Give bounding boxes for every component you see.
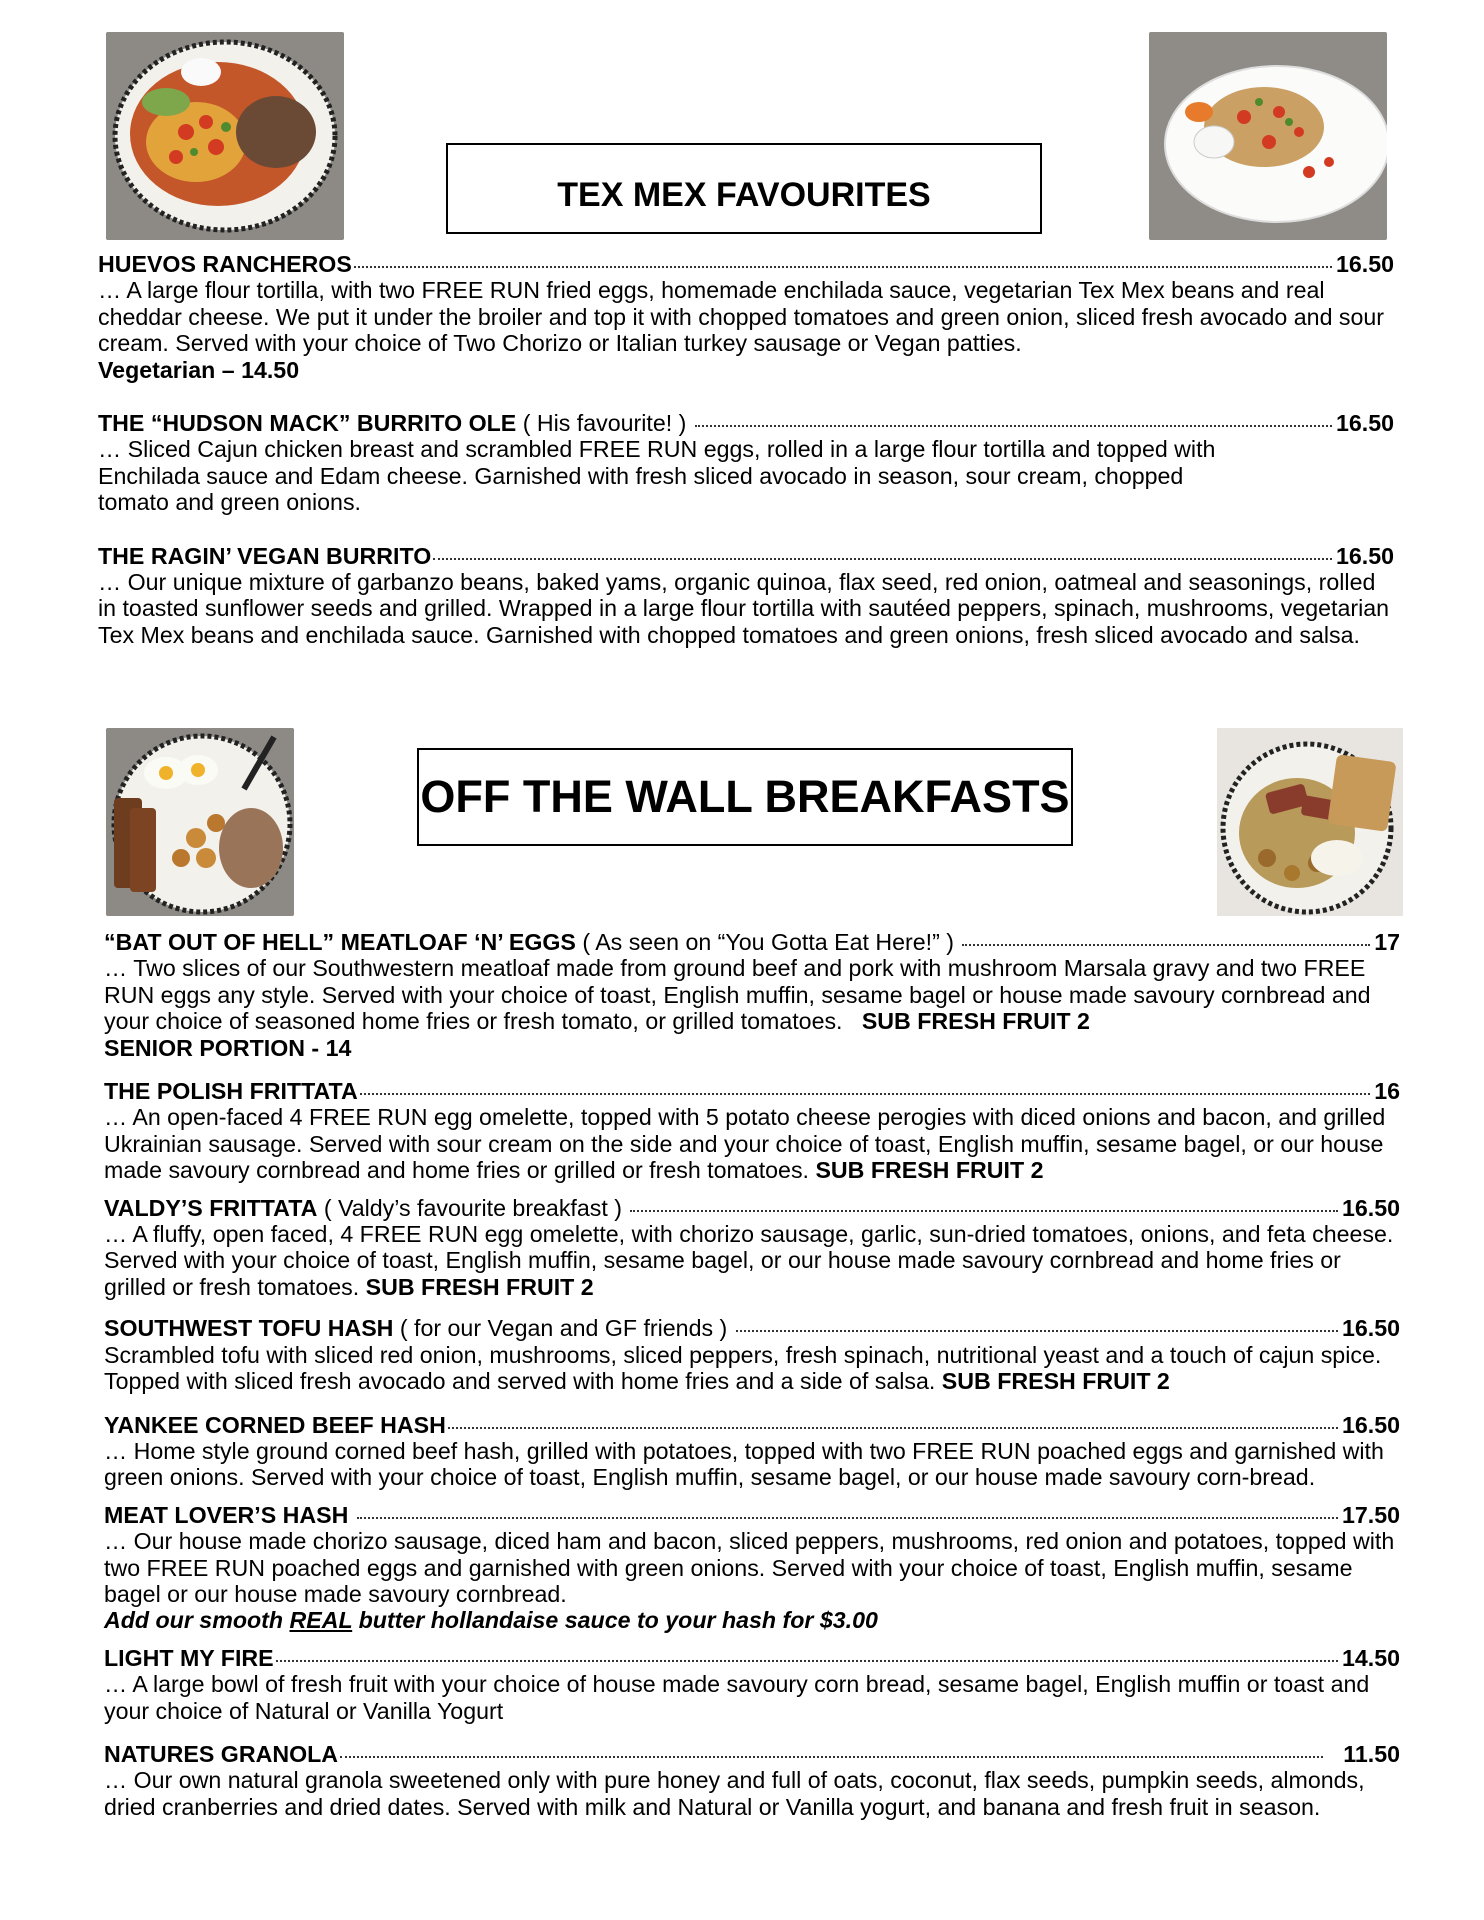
item-name: MEAT LOVER’S HASH [104, 1501, 349, 1528]
breakfast-items [104, 928, 1400, 1820]
item-name: VALDY’S FRITTATA [104, 1194, 318, 1221]
menu-item-light-my-fire [104, 1644, 1400, 1724]
item-description: … A large bowl of fresh fruit with your choice of house made savoury corn bread, sesame bagel, English muffin or toast and your choice of Natural or Vanilla Yogurt [104, 1671, 1370, 1724]
item-description: … Our house made chorizo sausage, diced ham and bacon, sliced peppers, mushrooms, red onion and potatoes, topped with two FREE RUN poached eggs and garnished with green onions. Served with your choice of toast, English muffin, sesame bagel or our house made savoury cornbread. [104, 1528, 1395, 1607]
item-name: SOUTHWEST TOFU HASH [104, 1315, 394, 1342]
item-name: THE “HUDSON MACK” BURRITO OLE [98, 410, 517, 437]
item-price: 16.50 [1335, 410, 1394, 437]
item-header [104, 1194, 1400, 1221]
item-extra: SENIOR PORTION - 14 [104, 1034, 352, 1061]
tex-mex-title: TEX MEX FAVOURITES [446, 143, 1042, 234]
item-description: … A large flour tortilla, with two FREE RUN fried eggs, homemade enchilada sauce, vegetarian Tex Mex beans and real cheddar cheese. We put it under the broiler and top it with chopped tomatoes and green onion, sliced fresh avocado and sour cream. Served with your choice of Two Chorizo or Italian turkey sausage or Vegan patties. [98, 277, 1385, 357]
item-note: ( Valdy’s favourite breakfast ) [317, 1194, 629, 1221]
item-header [104, 1411, 1400, 1438]
item-name: YANKEE CORNED BEEF HASH [104, 1411, 446, 1438]
item-description: … Two slices of our Southwestern meatloaf made from ground beef and pork with mushroom Marsala gravy and two FREE RUN eggs any style. Served with your choice of toast, English muffin, sesame bagel or house made savoury cornbread and your choice of seasoned home fries or fresh tomato, or grilled tomatoes. SUB FRESH FRUIT 2 [104, 955, 1377, 1035]
dot-leader [962, 924, 1370, 946]
dot-leader [357, 1497, 1338, 1519]
item-header [104, 1501, 1400, 1528]
menu-item-polish-frittata [104, 1077, 1400, 1184]
item-price: 14.50 [1341, 1644, 1400, 1671]
dot-leader [695, 405, 1332, 427]
huevos-rancheros-photo [106, 32, 344, 240]
item-description: … An open-faced 4 FREE RUN egg omelette, topped with 5 potato cheese perogies with diced onions and bacon, and grilled Ukrainian sausage. Served with sour cream on the side and your choice of toast, English muffin, sesame bagel, or our house made savoury cornbread and home fries or grilled or fresh tomatoes. SUB FRESH FRUIT 2 [104, 1104, 1386, 1184]
dot-leader [448, 1407, 1338, 1429]
sub-fresh-fruit: SUB FRESH FRUIT 2 [365, 1273, 594, 1300]
item-header [104, 1740, 1400, 1767]
item-header [104, 1314, 1400, 1341]
item-price: 16.50 [1341, 1315, 1400, 1342]
dot-leader [433, 538, 1332, 560]
item-description: Scrambled tofu with sliced red onion, mushrooms, sliced peppers, fresh spinach, nutritional yeast and a touch of cajun spice. Topped with sliced fresh avocado and served with home fries and a side of salsa. SUB FRESH FRUIT 2 [104, 1341, 1382, 1395]
item-description: … Home style ground corned beef hash, grilled with potatoes, topped with two FREE RUN poached eggs and garnished with green onions. Served with your choice of toast, English muffin, sesame bagel, or our house made savoury corn-bread. [104, 1437, 1384, 1491]
item-extra: Vegetarian – 14.50 [98, 356, 300, 383]
item-name: THE POLISH FRITTATA [104, 1078, 358, 1105]
item-header [98, 250, 1394, 277]
tex-mex-items [98, 250, 1394, 648]
menu-item-natures-granola [104, 1740, 1400, 1820]
dot-leader [276, 1640, 1338, 1662]
dot-leader [736, 1310, 1338, 1332]
dot-leader [340, 1736, 1323, 1758]
item-price: 16.50 [1335, 251, 1394, 277]
menu-item-ragin-vegan-burrito [98, 542, 1394, 649]
menu-item-bat-out-of-hell [104, 928, 1400, 1061]
item-header [104, 928, 1400, 955]
item-price: 17 [1374, 929, 1400, 955]
item-name: LIGHT MY FIRE [104, 1644, 274, 1671]
item-price: 16.50 [1335, 542, 1394, 569]
item-name: “BAT OUT OF HELL” MEATLOAF ‘N’ EGGS [104, 929, 576, 955]
item-description: … Sliced Cajun chicken breast and scrambled FREE RUN eggs, rolled in a large flour tortilla and topped with Enchilada sauce and Edam cheese. Garnished with fresh sliced avocado in season, sour cream, chopped tomato and green onions. [98, 436, 1216, 516]
item-header [98, 409, 1394, 436]
sub-fresh-fruit: SUB FRESH FRUIT 2 [815, 1157, 1044, 1184]
hollandaise-addon: Add our smooth REAL butter hollandaise sauce to your hash for $3.00 [104, 1607, 878, 1634]
hash-plate-photo [1217, 728, 1403, 916]
item-note: ( As seen on “You Gotta Eat Here!” ) [575, 929, 961, 955]
item-price: 16 [1374, 1078, 1400, 1105]
item-description: … Our unique mixture of garbanzo beans, baked yams, organic quinoa, flax seed, red onion, oatmeal and seasonings, rolled in toasted sunflower seeds and grilled. Wrapped in a large flour tortilla with sautéed peppers, spinach, mushrooms, vegetarian Tex Mex beans and enchilada sauce. Garnished with chopped tomatoes and green onions, fresh sliced avocado and salsa. [98, 569, 1390, 648]
menu-item-hudson-mack-burrito [98, 409, 1394, 516]
item-note [348, 1502, 354, 1528]
dot-leader [354, 246, 1332, 268]
item-price: 16.50 [1341, 1194, 1400, 1221]
dot-leader [630, 1190, 1338, 1212]
item-note: ( for our Vegan and GF friends ) [393, 1315, 734, 1342]
item-price: 11.50 [1343, 1740, 1400, 1767]
item-note: ( His favourite! ) [516, 410, 693, 437]
menu-item-huevos-rancheros [98, 250, 1394, 383]
dot-leader [360, 1073, 1370, 1095]
item-name: NATURES GRANOLA [104, 1740, 339, 1767]
item-price: 16.50 [1341, 1411, 1400, 1438]
menu-item-southwest-tofu-hash [104, 1314, 1400, 1394]
item-name: THE RAGIN’ VEGAN BURRITO [98, 542, 432, 569]
real-emphasis: REAL [289, 1607, 353, 1634]
item-description: … Our own natural granola sweetened only with pure honey and full of oats, coconut, flax seeds, pumpkin seeds, almonds, dried cranberries and dried dates. Served with milk and Natural or Vanilla yogurt, and banana and fresh fruit in season. [104, 1767, 1365, 1820]
item-header [98, 542, 1394, 569]
item-header [104, 1644, 1400, 1671]
breakfast-plate-photo [106, 728, 294, 916]
sub-fresh-fruit: SUB FRESH FRUIT 2 [941, 1368, 1170, 1395]
menu-item-yankee-corned-beef-hash [104, 1411, 1400, 1491]
menu-item-valdys-frittata [104, 1194, 1400, 1301]
item-name: HUEVOS RANCHEROS [98, 251, 352, 277]
breakfasts-title: OFF THE WALL BREAKFASTS [417, 748, 1073, 846]
tex-mex-plate-photo [1149, 32, 1387, 240]
item-header [104, 1077, 1400, 1104]
item-price: 17.50 [1341, 1501, 1400, 1528]
sub-fresh-fruit: SUB FRESH FRUIT 2 [861, 1008, 1090, 1035]
menu-item-meat-lovers-hash [104, 1501, 1400, 1634]
item-description: … A fluffy, open faced, 4 FREE RUN egg omelette, with chorizo sausage, garlic, sun-dried tomatoes, onions, and feta cheese. Served with your choice of toast, English muffin, sesame bagel, or our house made savoury cornbread and home fries or grilled or fresh tomatoes. SUB FRESH FRUIT 2 [104, 1221, 1394, 1300]
